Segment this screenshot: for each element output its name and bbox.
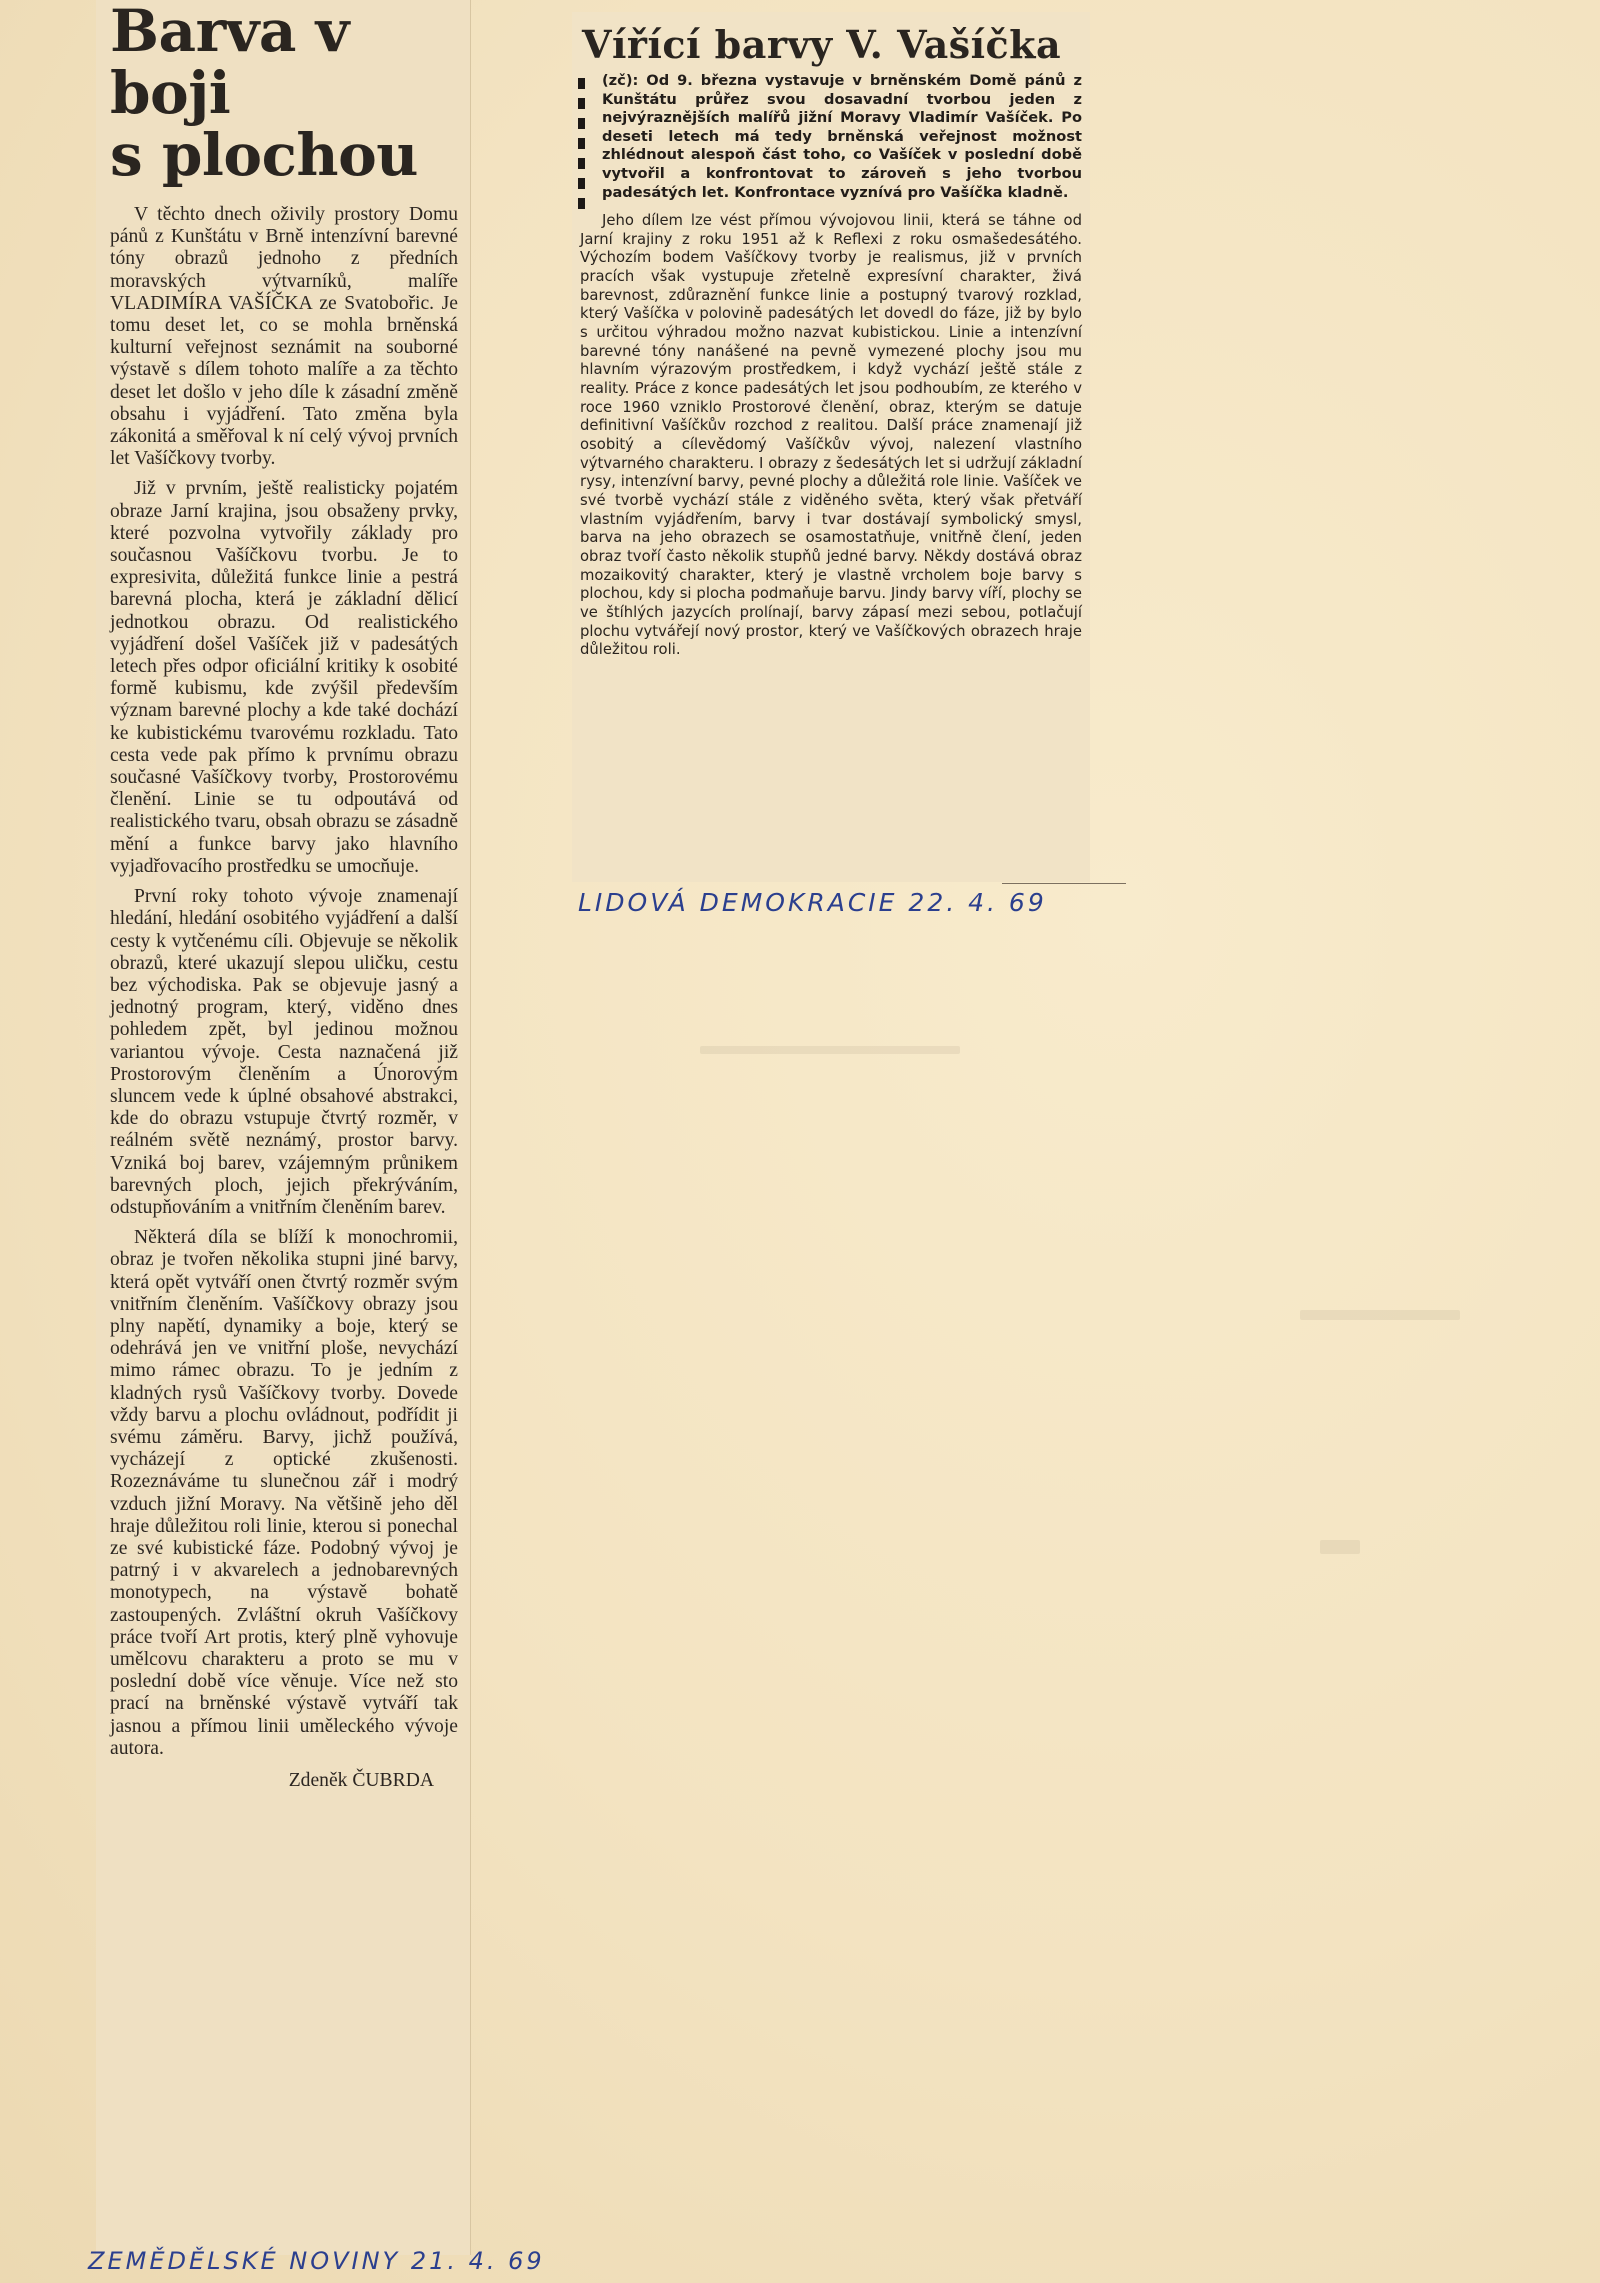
bullet-mark [578, 118, 585, 129]
right-lead-paragraph: (zč): Od 9. března vystavuje v brněnském Domě pánů z Kunštátu průřez svou dosavadní tvorbou jeden z nejvýraznějších malířů jižní Moravy Vladimír Vašíček. Po deseti letech má tedy brněnská veřejnost možnost zhlédnout alespoň část toho, co Vašíček v poslední době vytvořil a konfrontovat to zároveň s jeho tvorbou padesátých let. Konfrontace vyznívá pro Vašíčka kladně. [602, 72, 1082, 201]
left-paragraph-2: Již v prvním, ještě realisticky pojatém obraze Jarní krajina, jsou obsaženy prvky, které pozvolna vytvořily základy pro současnou Vašíčkovu tvorbu. Je to expresivita, důležitá funkce linie a pestrá barevná plocha, která je základní dělicí jednotkou obrazu. Od realistického vyjádření došel Vašíček již v padesátých letech přes odpor oficiální kritiky k osobité formě kubismu, kde zvýšil především význam barevné plochy a kde také dochází ke kubistickému tvarovému rozkladu. Tato cesta vede pak přímo k prvnímu obrazu současné Vašíčkovy tvorby, Prostorovému členění. Linie se tu odpoutává od realistického tvaru, obsah obrazu se zásadně mění a funkce barvy jako hlavního vyjadřovacího prostředku se umocňuje. [110, 478, 458, 877]
bullet-mark [578, 158, 585, 169]
right-newspaper-clipping [572, 12, 1090, 882]
right-headline: Vířící barvy V. Vašíčka [582, 22, 1062, 67]
left-newspaper-clipping [96, 0, 470, 2255]
handwritten-source-left: ZEMĚDĚLSKÉ NOVINY 21. 4. 69 [88, 2247, 545, 2275]
left-paragraph-4: Některá díla se blíží k monochromii, obraz je tvořen několika stupni jiné barvy, která opět vytváří onen čtvrtý rozměr svým vnitřním členěním. Vašíčkovy obrazy jsou plny napětí, dynamiky a boje, který se odehrává jen ve vnitřní ploše, nevychází mimo rámec obrazu. To je jedním z kladných rysů Vašíčkovy tvorby. Dovede vždy barvu a plochu ovládnout, podřídit ji svému záměru. Barvy, jichž používá, vycházejí z optické zkušenosti. Rozeznáváme tu slunečnou zář i modrý vzduch jižní Moravy. Na většině jeho děl hraje důležitou roli linie, kterou si ponechal ze své kubistické fáze. Podobný vývoj je patrný i v akvarelech a jednobarevných monotypech, na výstavě bohatě zastoupených. Zvláštní okruh Vašíčkovy práce tvoří Art protis, který plně vyhovuje umělcovu charakteru a proto se mu v poslední době více věnuje. Více než sto prací na brněnské výstavě vytváří tak jasnou a přímou linii uměleckého vývoje autora. [110, 1227, 458, 1759]
left-paragraph-1: V těchto dnech oživily prostory Domu pánů z Kunštátu v Brně intenzívní barevné tóny obrazů jednoho z předních moravských výtvarníků, malíře VLADIMÍRA VAŠÍČKA ze Svatobořic. Je tomu deset let, co se mohla brněnská kulturní veřejnost seznámit na souborné výstavě s dílem tohoto malíře a za těchto deset let došlo v jeho díle k zásadní změně obsahu i vyjádření. Tato změna byla zákonitá a směřoval k ní celý vývoj prvních let Vašíčkovy tvorby. [110, 204, 458, 470]
bullet-mark [578, 138, 585, 149]
handwritten-source-right: LIDOVÁ DEMOKRACIE 22. 4. 69 [578, 888, 1047, 917]
bullet-mark [578, 178, 585, 189]
left-headline-line-1: Barva v boji [110, 0, 349, 127]
show-through-mark [1300, 1310, 1460, 1320]
left-paragraph-3: První roky tohoto vývoje znamenají hledání, hledání osobitého vyjádření a další cesty k vytčenému cíli. Objevuje se několik obrazů, které ukazují slepou uličku, cestu bez východiska. Pak se objevuje jasný a jednotný program, který, viděno dnes pohledem zpět, byl jedinou možnou variantou vývoje. Cesta naznačená již Prostorovým členěním a Únorovým sluncem vede k úplné obsahové abstrakci, kde do obrazu vstupuje čtvrtý rozměr, v reálném světě neznámý, prostor barvy. Vzniká boj barev, vzájemným průnikem barevných ploch, jejich překrýváním, odstupňováním a vnitřním členěním barev. [110, 886, 458, 1218]
lead-bullet-column [578, 78, 586, 218]
right-lead-block [572, 72, 1090, 202]
show-through-mark [700, 1046, 960, 1054]
bullet-mark [578, 78, 585, 89]
pencil-rule [1002, 883, 1126, 884]
right-body-paragraph: Jeho dílem lze vést přímou vývojovou linii, která se táhne od Jarní krajiny z roku 1951 až k Reflexi z roku osmašedesátého. Výchozím bodem Vašíčkovy tvorby je realismus, již v prvních pracích však vystupuje zřetelně expresívní charakter, živá barevnost, zdůraznění funkce linie a postupný tvarový rozklad, který Vašíčka v polovině padesátých let dovedl do fáze, již by bylo s určitou výhradou možno nazvat kubistickou. Linie a intenzívní barevné tóny nanášené na pevně vymezené plochy jsou mu hlavním výrazovým prostředkem, i když vychází ještě stále z reality. Práce z konce padesátých let jsou podhoubím, ze kterého v roce 1960 vzniklo Prostorové členění, obraz, kterým se datuje definitivní Vašíčkův rozchod z realitou. Další práce znamenají již osobitý a cílevědomý Vašíčkův vývoj, nalezení vlastního výtvarného charakteru. I obrazy z šedesátých let si udržují základní rysy, intenzívní barvy, pevné plochy a důležitá role linie. Vašíček ve své tvorbě vychází stále z viděného světa, který však přetváří vlastním vyjádřením, barvy i tvar dostávají symbolický smysl, barva na jeho obrazech se osamostatňuje, vnitřně člení, jeden obraz tvoří často několik stupňů jedné barvy. Někdy dostává obraz mozaikovitý charakter, který je vlastně vrcholem boje barvy s plochou, kdy si plocha podmaňuje barvu. Jindy barvy víří, plochy se ve štíhlých jazycích prolínají, barvy zápasí mezi sebou, potlačují plochu vytvářejí nový prostor, který ve Vašíčkových obrazech hraje důležitou roli. [580, 212, 1082, 659]
bullet-mark [578, 198, 585, 209]
show-through-mark [1320, 1540, 1360, 1554]
bullet-mark [578, 98, 585, 109]
left-byline: Zdeněk ČUBRDA [288, 1770, 434, 1792]
left-headline [96, 0, 470, 189]
left-headline-line-2: s plochou [110, 121, 418, 189]
